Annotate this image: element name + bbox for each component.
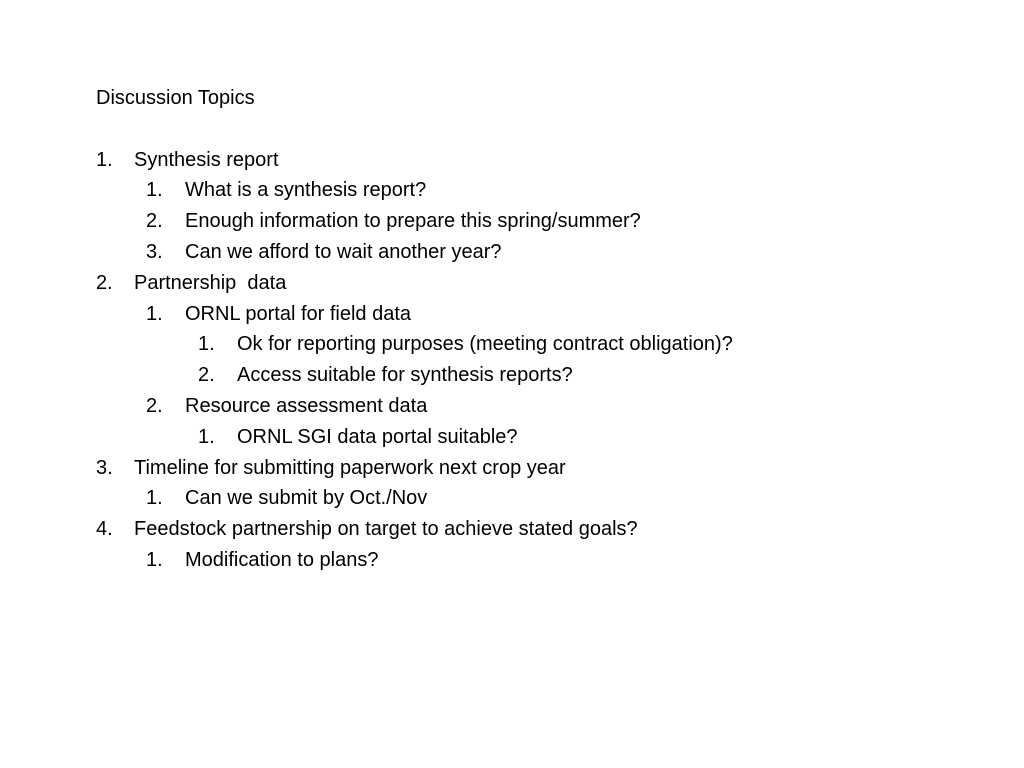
list-number: 3. <box>96 456 113 479</box>
list-number: 2. <box>146 394 163 417</box>
list-item-text: Ok for reporting purposes (meeting contract obligation)? <box>237 333 733 356</box>
list-item-level-2 <box>96 237 976 268</box>
list-number: 1. <box>198 425 215 448</box>
list-item-text: Timeline for submitting paperwork next crop year <box>134 456 566 479</box>
list-item-text: Partnership data <box>134 271 287 294</box>
list-number: 1. <box>146 179 163 202</box>
list-item-text: What is a synthesis report? <box>185 179 427 202</box>
slide-text-body <box>96 83 976 576</box>
list-item-level-1 <box>96 145 976 176</box>
list-item-level-1 <box>96 514 976 545</box>
list-item-text: Modification to plans? <box>185 548 379 571</box>
list-item-level-1 <box>96 268 976 299</box>
list-item-level-3 <box>96 422 976 453</box>
list-item-text: Feedstock partnership on target to achieve stated goals? <box>134 518 638 541</box>
list-item-level-1 <box>96 453 976 484</box>
list-number: 1. <box>146 548 163 571</box>
list-item-level-2 <box>96 483 976 514</box>
list-number: 1. <box>96 148 113 171</box>
list-item-text: ORNL portal for field data <box>185 302 412 325</box>
list-item-text: Enough information to prepare this spring/summer? <box>185 210 641 233</box>
list-item-text: Access suitable for synthesis reports? <box>237 364 573 387</box>
list-item-text: Synthesis report <box>134 148 279 171</box>
list-item-text: Can we submit by Oct./Nov <box>185 487 428 510</box>
blank-line <box>96 114 976 145</box>
list-item-level-3 <box>96 329 976 360</box>
list-item-level-2 <box>96 545 976 576</box>
list-item-level-3 <box>96 360 976 391</box>
list-item-level-2 <box>96 391 976 422</box>
list-item-level-2 <box>96 175 976 206</box>
list-number: 1. <box>198 333 215 356</box>
list-item-level-2 <box>96 299 976 330</box>
list-item-text: ORNL SGI data portal suitable? <box>237 425 518 448</box>
list-number: 2. <box>96 271 113 294</box>
list-number: 4. <box>96 518 113 541</box>
list-number: 2. <box>146 210 163 233</box>
slide-title-text: Discussion Topics <box>96 87 255 109</box>
list-item-text: Resource assessment data <box>185 394 428 417</box>
list-item-text: Can we afford to wait another year? <box>185 240 502 263</box>
list-number: 1. <box>146 302 163 325</box>
list-number: 2. <box>198 364 215 387</box>
list-item-level-2 <box>96 206 976 237</box>
list-number: 1. <box>146 487 163 510</box>
slide-title <box>96 83 976 114</box>
list-number: 3. <box>146 240 163 263</box>
